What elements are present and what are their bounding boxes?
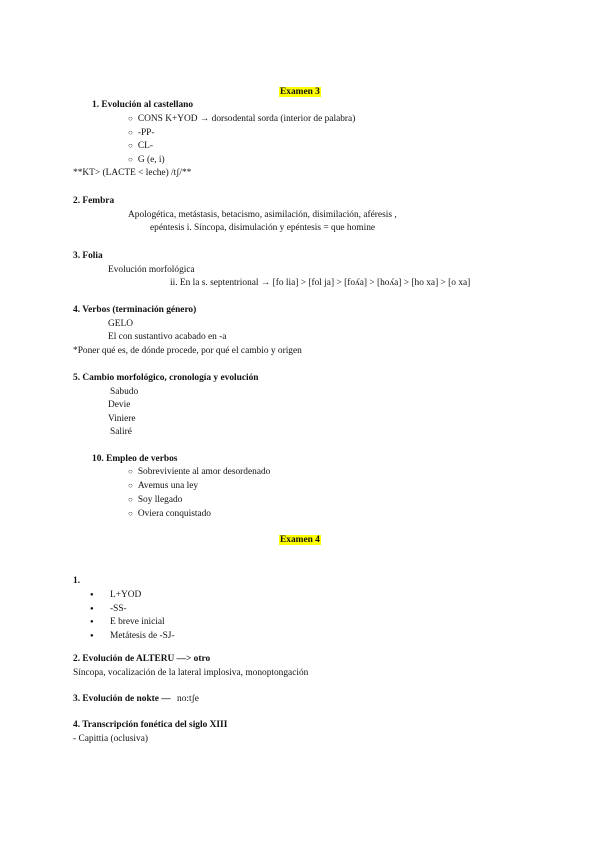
exam4-title: Examen 4 <box>280 535 320 545</box>
exam4-s3-value: no:tʃe <box>177 694 199 704</box>
exam3-s2-line: Apologética, metástasis, betacismo, asimilación, disimilación, aféresis , <box>128 210 397 220</box>
exam3-section-10-heading: 10. Empleo de verbos <box>92 454 178 464</box>
exam4-section-3 <box>73 693 199 705</box>
exam3-section-4-heading: 4. Verbos (terminación género) <box>73 305 197 315</box>
exam3-section-2-heading: 2. Fembra <box>73 196 115 206</box>
exam4-section-4-heading: 4. Transcripción fonética del siglo XIII <box>73 720 228 730</box>
exam3-s10-item: ○ Soy llegado <box>128 494 182 506</box>
exam3-s1-note: **KT> (LACTE < leche) /tʃ/** <box>73 168 192 178</box>
exam3-title: Examen 3 <box>280 87 320 97</box>
exam3-s2-line: epéntesis i. Síncopa, disimulación y epéntesis = que homine <box>150 223 376 233</box>
exam3-s5-item: Sabudo <box>110 387 139 397</box>
exam3-s4-line: GELO <box>108 319 133 329</box>
exam3-s10-item: ○ Avemus una ley <box>128 480 198 492</box>
exam3-s10-item: ○ Sobreviviente al amor desordenado <box>128 466 270 478</box>
exam3-s10-item: ○ Oviera conquistado <box>128 508 211 520</box>
exam3-s3-line: Evolución morfológica <box>108 265 195 275</box>
exam4-section-1-heading: 1. <box>73 576 81 586</box>
exam4-s4-line: - Capittia (oclusiva) <box>73 734 148 744</box>
exam4-s1-item: ● L+YOD <box>110 589 141 601</box>
exam3-s5-item: Saliré <box>110 427 132 437</box>
exam3-section-3-heading: 3. Folia <box>73 251 103 261</box>
exam3-section-1-heading: 1. Evolución al castellano <box>92 100 194 110</box>
exam3-s1-item: ○ -PP- <box>128 127 155 139</box>
exam3-s5-item: Viniere <box>108 414 136 424</box>
exam3-s5-item: Devie <box>108 400 131 410</box>
exam4-s1-item: ● E breve inicial <box>110 616 165 628</box>
exam3-s3-line: ii. En la s. septentrional → [fo lia] > [fol ja] > [foʎa] > [hoʎa] > [ho xa] > [o xa] <box>170 278 471 288</box>
exam3-s1-item: ○ G (e, i) <box>128 154 165 166</box>
exam4-s1-item: ● Metátesis de -SJ- <box>110 630 175 642</box>
exam4-s2-line: Síncopa, vocalización de la lateral implosiva, monoptongación <box>73 668 309 678</box>
exam4-s1-item: ● -SS- <box>110 603 127 615</box>
exam3-section-5-heading: 5. Cambio morfológico, cronología y evolución <box>73 373 259 383</box>
exam4-section-2-heading: 2. Evolución de ALTERU —> otro <box>73 654 211 664</box>
exam3-s4-note: *Poner qué es, de dónde procede, por qué el cambio y origen <box>73 346 302 356</box>
exam3-s4-line: El con sustantivo acabado en -a <box>108 332 227 342</box>
exam4-section-3-heading: 3. Evolución de nokte — <box>73 694 171 704</box>
exam3-s1-item: ○ CL- <box>128 140 153 152</box>
exam3-s1-item: ○ CONS K+YOD → dorsodental sorda (interior de palabra) <box>128 113 355 125</box>
